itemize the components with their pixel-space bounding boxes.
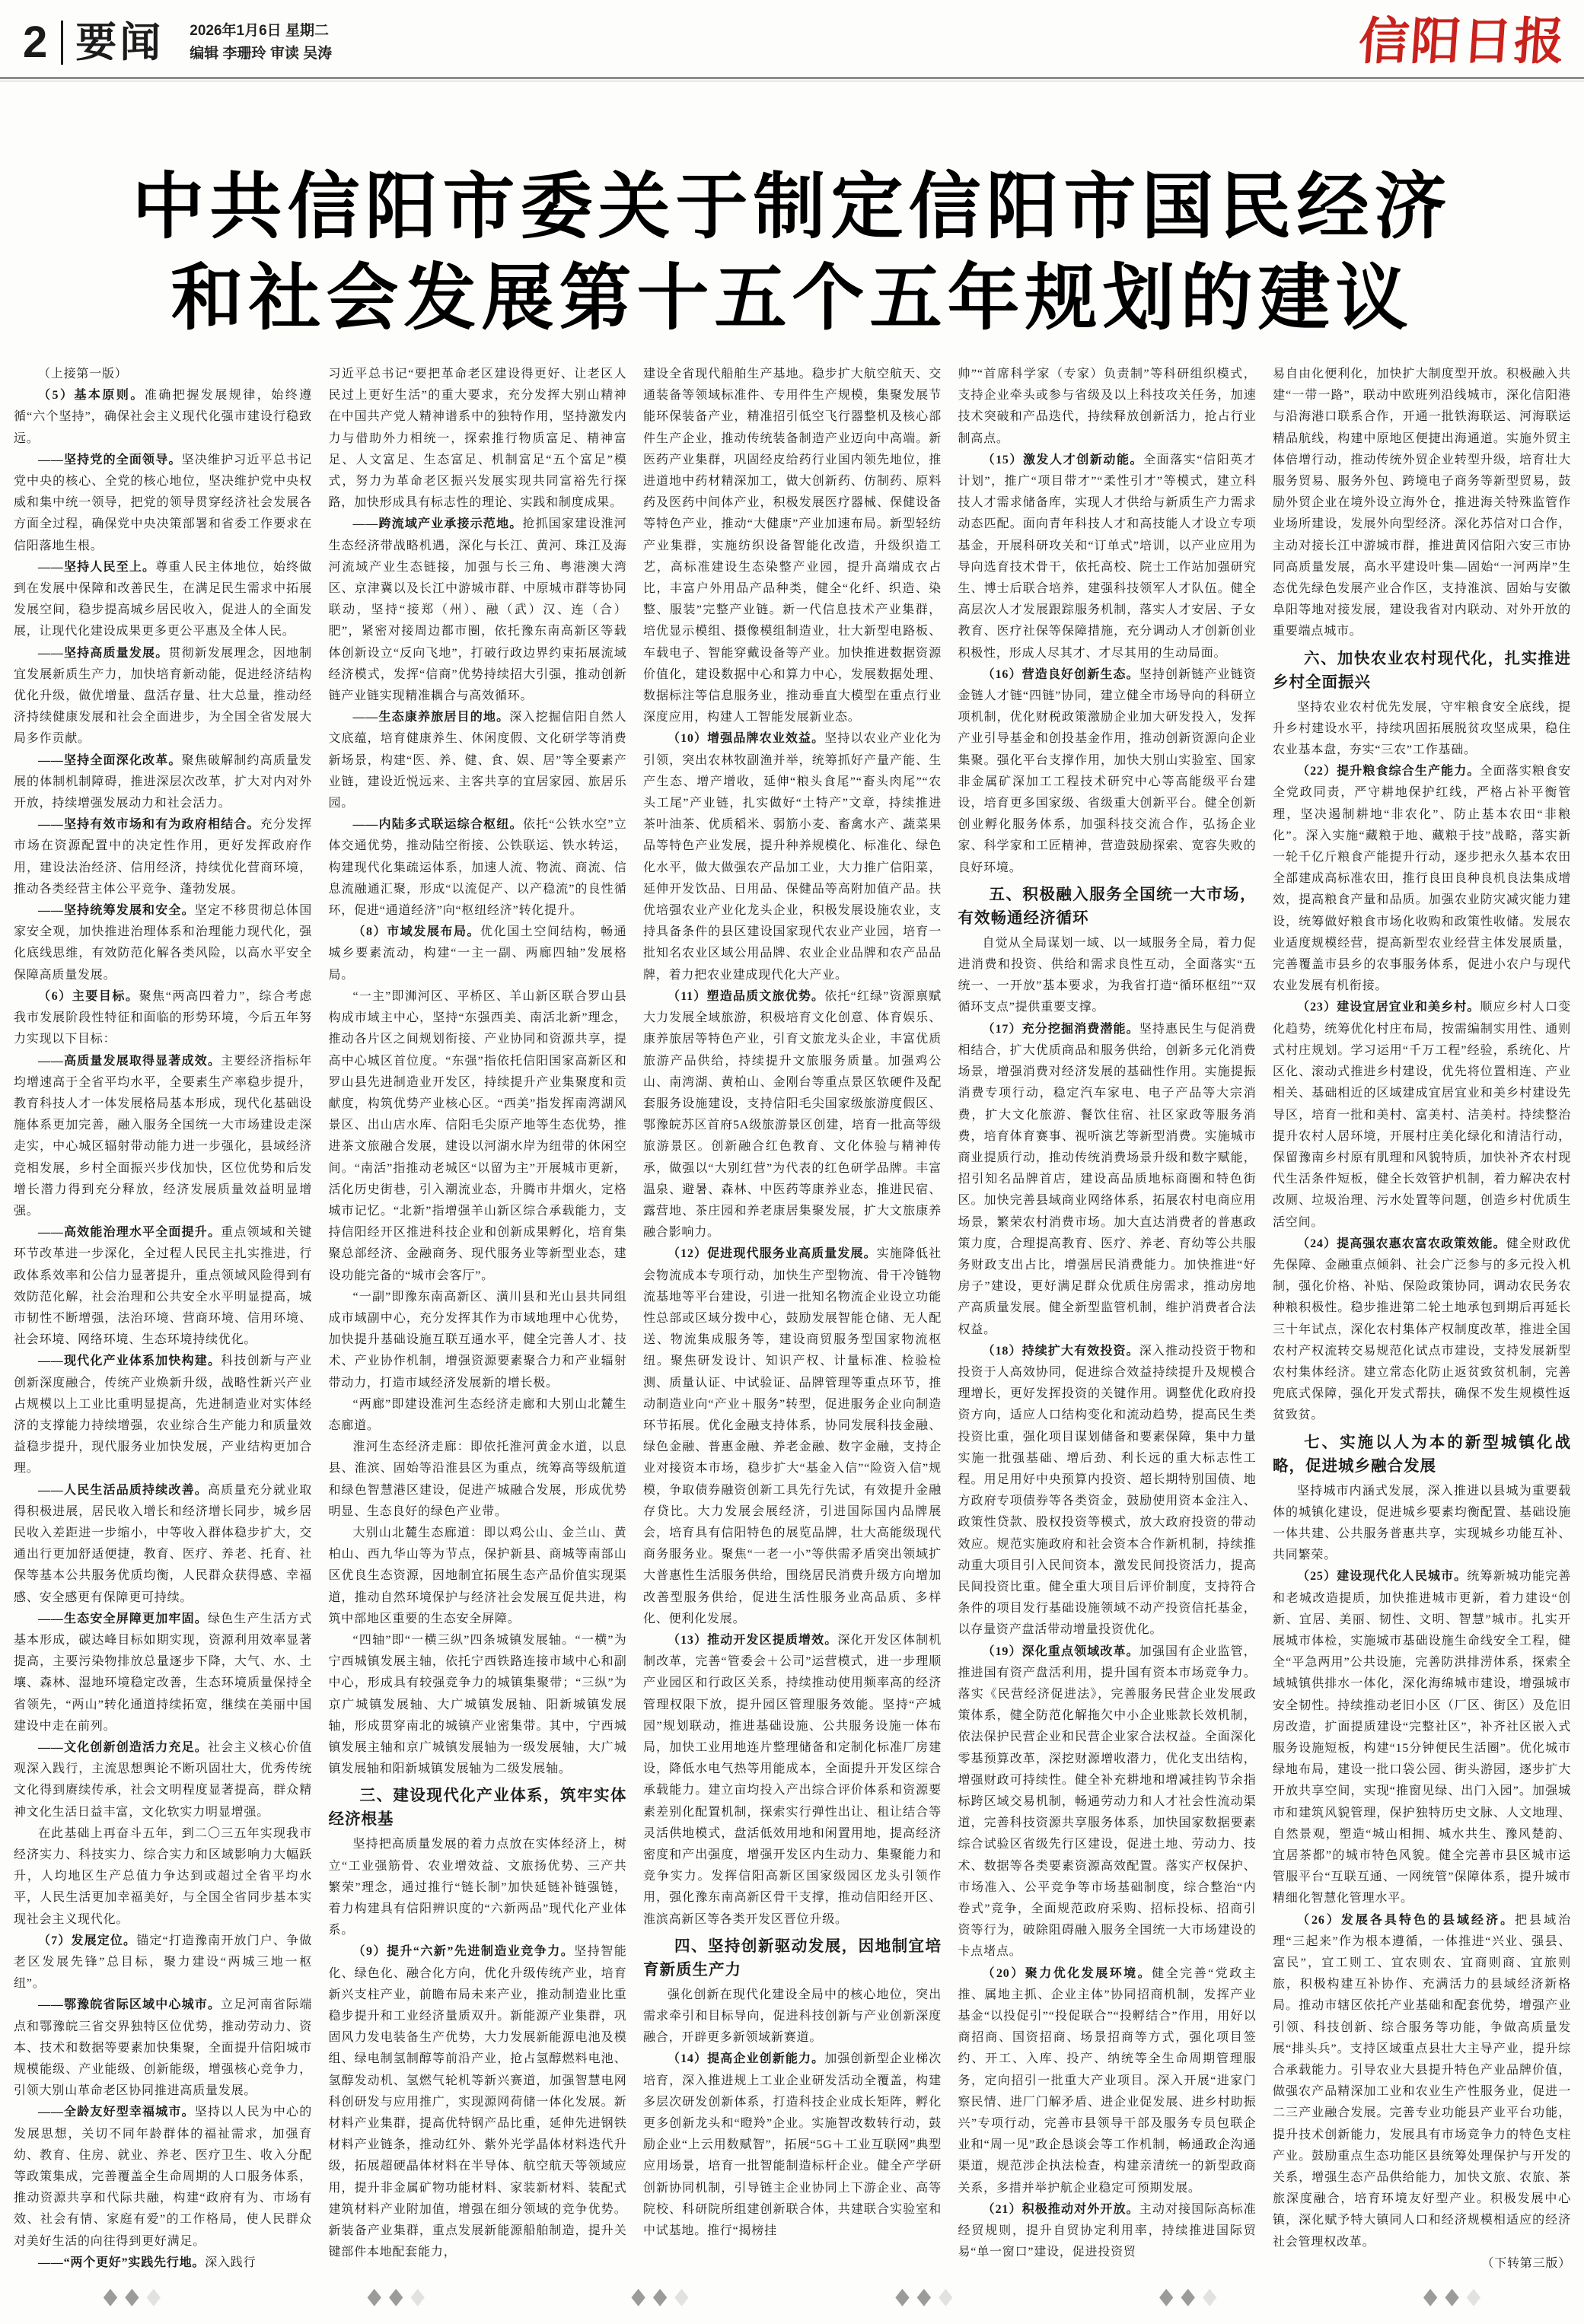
footer-ornament-row xyxy=(0,2279,1584,2314)
body-paragraph: （6）主要目标。聚焦“两高四着力”，综合考虑我市发展阶段性特征和面临的形势环境，今后五年努力实现以下目标： xyxy=(14,989,312,1046)
body-paragraph: 淮河生态经济走廊：即依托淮河黄金水道，以息县、淮滨、固始等沿淮县区为重点，统筹高等级航道和绿色智慧港区建设，促进产城融合发展，形成优势明显、生态良好的绿色产业带。 xyxy=(328,1441,627,1518)
body-paragraph: ——内陆多式联运综合枢纽。依托“公铁水空”立体交通优势，推动陆空衔接、公铁联运、铁水转运，构建现代化集疏运体系，加速人流、物流、商流、信息流融通汇聚，形成“以流促产、以产稳流”的良性循环，促进“通道经济”向“枢纽经济”转化提升。 xyxy=(328,818,627,918)
newspaper-masthead: 信阳日报 xyxy=(1356,14,1568,70)
section-title: 要闻 xyxy=(75,20,164,65)
paragraph-lead: ——跨流域产业承接示范地。 xyxy=(352,517,523,531)
paragraph-lead: ——文化创新创造活力充足。 xyxy=(38,1741,208,1754)
body-paragraph: （26）发展各具特色的县域经济。把县域治理“三起来”作为根本遵循，一体推进“兴业、强县、富民”，宜工则工、宜农则农、宜商则商、宜旅则旅，积极构建互补协作、充满活力的县域经济新格局。推动市辖区依托产业基础和配套优势，增强产业引领、科技创新、综合服务等功能，争做高质量发展“排头兵”。支持区域重点县壮大主导产业，提升综合承载能力。引导农业大县提升特色产业品牌价值，做强农产品精深加工业和农业生产性服务业，促进一二三产业融合发展。完善专业功能县产业平台功能，提升技术创新能力，发展具有市场竞争力的特色支柱产业。鼓励重点生态功能区县统筹处理保护与开发的关系，增强生态产品供给能力，加快文旅、农旅、茶旅深度融合，培育环境友好型产业。积极发展中心镇，深化赋予特大镇同人口和经济规模相适应的经济社会管理权改革。 xyxy=(1273,1913,1571,2249)
diamond-icon: ◆ xyxy=(631,2284,645,2310)
paragraph-lead: ——坚持党的全面领导。 xyxy=(38,453,182,466)
header-divider xyxy=(61,21,63,65)
text-column-4 xyxy=(958,364,1257,2275)
diamond-icon: ◆ xyxy=(410,2284,425,2310)
body-paragraph: 坚持把高质量发展的着力点放在实体经济上，树立“工业强筋骨、农业增效益、文旅扬优势、三产共繁荣”理念，通过推行“链长制”加快延链补链强链，着力构建具有信阳辨识度的“六新两品”现代化产业体系。 xyxy=(328,1838,627,1937)
body-paragraph: ——坚持全面深化改革。聚焦破解制约高质量发展的体制机制障碍，推进深层次改革，扩大对内对外开放，持续增强发展动力和社会活力。 xyxy=(14,753,312,810)
body-paragraph: （20）聚力优化发展环境。健全完善“党政主推、属地主抓、企业主体”协同招商机制，发挥产业基金“以投促引”“投促联合”“投孵结合”作用，用好以商招商、国资招商、场景招商等方式，强化项目签约、开工、入库、投产、纳统等全生命周期管理服务，定向招引一批重大产业项目。深入开展“进家门察民情、进厂门解矛盾、进企业促发展、进乡村助振兴”专项行动，完善市县领导干部及服务专员包联企业和“周一见”政企恳谈会等工作机制，畅通政企沟通渠道，规范涉企执法检查，构建亲清统一的新型政商关系，多措并举护航企业稳定可预期发展。 xyxy=(958,1966,1257,2195)
paragraph-lead: ——现代化产业体系加快构建。 xyxy=(38,1355,222,1368)
diamond-icon: ◆ xyxy=(1445,2284,1459,2310)
headline-line-1: 中共信阳市委关于制定信阳市国民经济 xyxy=(132,167,1452,247)
diamond-icon: ◆ xyxy=(939,2284,953,2310)
body-paragraph: （22）提升粮食综合生产能力。全面落实粮食安全党政同责，严守耕地保护红线，严格占补平衡管理，坚决遏制耕地“非农化”、防止基本农田“非粮化”。深入实施“藏粮于地、藏粮于技”战略，落实新一轮千亿斤粮食产能提升行动，逐步把永久基本农田全部建成高标准农田，推行良田良种良机良法集成增效，提高粮食产量和品质。加强农业防灾减灾能力建设，统筹做好粮食市场化收购和政策性收储。发展农业适度规模经营，提高新型农业经营主体发展质量，完善覆盖市县乡的农事服务体系，促进小农户与现代农业发展有机衔接。 xyxy=(1273,765,1571,993)
body-paragraph: 易自由化便利化，加快扩大制度型开放。积极融入共建“一带一路”，联动中欧班列沿线城市，深化信阳港与沿海港口联系合作，开通一批铁海联运、河海联运精品航线，构建中原地区便捷出海通道。实施外贸主体倍增行动，推动传统外贸企业转型升级，培育壮大服务贸易、服务外包、跨境电子商务等新型贸易，鼓励外贸企业在境外设立海外仓，推进海关特殊监管作业场所建设，发展外向型经济。深化苏信对口合作，主动对接长江中游城市群，推进黄冈信阳六安三市协同高质量发展，高水平建设叶集—固始“一河两岸”生态优先绿色发展产业合作区，支持淮滨、固始与安徽阜阳等地对接发展，建设我省对内联动、对外开放的重要端点城市。 xyxy=(1273,368,1571,638)
paragraph-lead: （9）提升“六新”先进制造业竞争力。 xyxy=(352,1945,575,1959)
body-paragraph: （9）提升“六新”先进制造业竞争力。坚持智能化、绿色化、融合化方向，优化升级传统产业，培育新兴支柱产业，前瞻布局未来产业，推动制造业比重稳步提升和工业经济量质双升。新能源产业集群，巩固风力发电装备生产优势，大力发展新能源电池及模组、绿电制氢制醇等前沿产业，抢占氢醇燃料电池、氢醇发动机、氢燃气轮机等新兴赛道，加强智慧电网科创研发与应用推广，实现源网荷储一体化发展。新材料产业集群，提高优特钢产品比重，延伸先进钢铁材料产业链条，推动红外、紫外光学晶体材料迭代升级，拓展超硬晶体材料在半导体、航空航天等领域应用，提升非金属矿物功能材料、家装新材料、装配式建筑材料产业附加值，增强在细分领域的竞争优势。新装备产业集群，重点发展新能源船舶制造，提升关键部件本地配套能力， xyxy=(328,1945,627,2259)
body-paragraph: ——人民生活品质持续改善。高质量充分就业取得积极进展，居民收入增长和经济增长同步，城乡居民收入差距进一步缩小，中等收入群体稳步扩大，交通出行更加舒适便捷，教育、医疗、养老、托育、社保等基本公共服务优质均衡，人民群众获得感、幸福感、安全感更有保障更可持续。 xyxy=(14,1483,312,1604)
body-paragraph: ——坚持党的全面领导。坚决维护习近平总书记党中央的核心、全党的核心地位，坚决维护党中央权威和集中统一领导，把党的领导贯穿经济社会发展各方面全过程，确保党中央决策部署和省委工作要求在信阳落地生根。 xyxy=(14,453,312,552)
diamond-icon: ◆ xyxy=(916,2284,932,2310)
paragraph-lead: （25）建设现代化人民城市。 xyxy=(1297,1570,1468,1584)
body-paragraph: ——生态安全屏障更加牢固。绿色生产生活方式基本形成，碳达峰目标如期实现，资源利用效率显著提高，主要污染物排放总量逐步下降，大气、水、土壤、森林、湿地环境稳定改善，生态环境质量保持全省领先，“两山”转化通道持续拓宽，继续在美丽中国建设中走在前列。 xyxy=(14,1612,312,1733)
editor-credits: 编辑 李珊玲 审读 吴涛 xyxy=(190,46,333,62)
continuation-note: （下转第三版） xyxy=(1481,2256,1571,2270)
body-paragraph: （25）建设现代化人民城市。统筹新城功能完善和老城改造提质，加快推进城市更新，着力建设“创新、宜居、美丽、韧性、文明、智慧”城市。扎实开展城市体检，实施城市基础设施生命线安全工程，健全“平急两用”公共设施，完善防洪排涝体系，探索全域城镇供排水一体化，深化海绵城市建设，增强城市安全韧性。持续推动老旧小区（厂区、街区）及危旧房改造，扩面提质建设“完整社区”，补齐社区嵌入式服务设施短板，构建“15分钟便民生活圈”。优化城市绿地布局，建设一批口袋公园、街头游园，逐步扩大开放共享空间，实现“推窗见绿、出门入园”。加强城市和建筑风貌管理，保护独特历史文脉、人文地理、自然景观，塑造“城山相拥、城水共生、豫风楚韵、宜居茶都”的城市特色风貌。健全完善市县区城市运管服平台“互联互通、一网统管”保障体系，提升城市精细化智慧化管理水平。 xyxy=(1273,1570,1571,1905)
paragraph-lead: ——生态康养旅居目的地。 xyxy=(352,711,510,724)
text-column-1 xyxy=(14,364,312,2275)
paragraph-lead: ——坚持全面深化改革。 xyxy=(38,753,182,767)
body-paragraph: 帅”“首席科学家（专家）负责制”等科研组织模式，支持企业牵头或参与省级及以上科技攻关任务，加速技术突破和产品迭代，持续释放创新活力，抢占行业制高点。 xyxy=(958,368,1257,445)
header-rule xyxy=(0,77,1584,79)
diamond-icon: ◆ xyxy=(674,2284,689,2310)
paragraph-lead: （7）发展定位。 xyxy=(38,1934,137,1947)
body-paragraph: “四轴”即“一横三纵”四条城镇发展轴。“一横”为宁西城镇发展主轴，依托宁西铁路连接市域中心和副中心，形成具有较强竞争力的城镇集聚带；“三纵”为京广城镇发展轴、大广城镇发展轴、阳新城镇发展轴，形成贯穿南北的城镇产业密集带。其中，宁西城镇发展主轴和京广城镇发展轴为一级发展轴，大广城镇发展轴和阳新城镇发展轴为二级发展轴。 xyxy=(328,1633,627,1776)
body-paragraph: （16）营造良好创新生态。坚持创新链产业链资金链人才链“四链”协同，建立健全市场导向的科研立项机制，优化财税政策激励企业加大研发投入，发挥产业引导基金和创投基金作用，推动创新资源向企业集聚。强化平台支撑作用，加快大别山实验室、国家非金属矿深加工工程技术研究中心等高能级平台建设，培育更多国家级、省级重大创新平台。健全创新创业孵化服务体系，加强科技交流合作，弘扬企业家、科学家和工匠精神，营造鼓励探索、宽容失败的良好环境。 xyxy=(958,667,1257,874)
body-paragraph: ——坚持人民至上。尊重人民主体地位，始终做到在发展中保障和改善民生，在满足民生需求中拓展发展空间，稳步提高城乡居民收入，促进人的全面发展，让现代化建设成果更多更公平惠及全体人民。 xyxy=(14,560,312,638)
body-paragraph: （23）建设宜居宜业和美乡村。顺应乡村人口变化趋势，统筹优化村庄布局，按需编制实用性、通则式村庄规划。学习运用“千万工程”经验，系统化、片区化、滚动式推进乡村建设，优先将位置相连、产业相关、基础相近的区域建成宜居宜业和美乡村建设先导区，培育一批和美村、富美村、洁美村。持续整治提升农村人居环境，开展村庄美化绿化和清洁行动，保留豫南乡村原有肌理和风貌特质，加快补齐农村现代生活条件短板，健全长效管护机制，着力解决农村改厕、垃圾治理、污水处置等问题，创造乡村优质生活空间。 xyxy=(1273,1001,1571,1229)
body-paragraph: ——全龄友好型幸福城市。坚持以人民为中心的发展思想，关切不同年龄群体的福祉需求，加强育幼、教育、住房、就业、养老、医疗卫生、收入分配等政策集成，完善覆盖全生命周期的人口服务体系，推动资源共享和代际共融，构建“政府有为、市场有效、社会有情、家庭有爱”的工作格局，使人民群众对美好生活的向往得到更好满足。 xyxy=(14,2106,312,2248)
paragraph-lead: ——高质量发展取得显著成效。 xyxy=(38,1054,222,1068)
paragraph-lead: （10）增强品牌农业效益。 xyxy=(668,732,825,746)
paragraph-lead: （15）激发人才创新动能。 xyxy=(982,453,1144,466)
body-paragraph: （15）激发人才创新动能。全面落实“信阳英才计划”，推广“项目带才”“柔性引才”等模式，建立科技人才需求储备库，实现人才供给与新质生产力需求动态匹配。面向青年科技人才和高技能人才设立专项基金，开展科研攻关和“订单式”培训，以产业应用为导向选育技术骨干，依托高校、院士工作站加强研究生、博士后联合培养，建强科技领军人才队伍。健全高层次人才发展跟踪服务机制，落实人才安居、子女教育、医疗社保等保障措施，充分调动人才创新创业积极性，形成人尽其才、才尽其用的生动局面。 xyxy=(958,453,1257,660)
body-paragraph: ——坚持统筹发展和安全。坚定不移贯彻总体国家安全观，加快推进治理体系和治理能力现代化，强化底线思维，有效防范化解各类风险，以高水平安全保障高质量发展。 xyxy=(14,904,312,982)
paragraph-lead: （21）积极推动对外开放。 xyxy=(982,2202,1139,2216)
diamond-icon: ◆ xyxy=(1181,2284,1195,2310)
paragraph-lead: ——鄂豫皖省际区域中心城市。 xyxy=(38,1998,222,2012)
paragraph-lead: （16）营造良好创新生态。 xyxy=(982,667,1139,681)
body-paragraph: （13）推动开发区提质增效。深化开发区体制机制改革，完善“管委会＋公司”运营模式，进一步理顺产业园区和行政区关系，持续推动使用频率高的经济管理权限下放，提升园区管理服务效能。坚持“产城园”规划联动，推进基础设施、公共服务设施一体布局，加快工业用地连片整理储备和定制化标准厂房建设，降低水电气热等用能成本，全面提升开发区综合承载能力。建立亩均投入产出综合评价体系和资源要素差别化配置机制，探索实行弹性出让、租让结合等灵活供地模式，盘活低效用地和闲置用地，提高经济密度和产出强度，增强开发区内生动力、集聚能力和竞争实力。发挥信阳高新区国家级园区龙头引领作用，强化豫东南高新区骨干支撑，推动信阳经开区、淮滨高新区等各类开发区晋位升级。 xyxy=(643,1633,942,1926)
body-paragraph: （7）发展定位。锚定“打造豫南开放门户、争做老区发展先锋”总目标，聚力建设“两城三地一枢纽”。 xyxy=(14,1934,312,1991)
body-paragraph: 在此基础上再奋斗五年，到二〇三五年实现我市经济实力、科技实力、综合实力和区域影响力大幅跃升，人均地区生产总值力争达到或超过全省平均水平，人民生活更加幸福美好，与全国全省同步基本实现社会主义现代化。 xyxy=(14,1826,312,1926)
issue-date: 2026年1月6日 星期二 xyxy=(190,23,329,39)
body-paragraph: ——“两个更好”实践先行地。深入践行 xyxy=(38,2256,257,2269)
body-paragraph: 坚持城市内涵式发展，深入推进以县城为重要载体的城镇化建设，促进城乡要素均衡配置、基础设施一体共建、公共服务普惠共享，实现城乡功能互补、共同繁荣。 xyxy=(1273,1484,1571,1562)
body-paragraph: 强化创新在现代化建设全局中的核心地位，突出需求牵引和目标导向，促进科技创新与产业创新深度融合，开辟更多新领域新赛道。 xyxy=(643,1988,942,2045)
diamond-icon: ◆ xyxy=(103,2284,118,2310)
paragraph-lead: （5）基本原则。 xyxy=(38,389,145,403)
body-paragraph: ——高效能治理水平全面提升。重点领域和关键环节改革进一步深化，全过程人民民主扎实推进，行政体系效率和公信力显著提升，重点领域风险得到有效防范化解，社会治理和公共安全水平明显提高，城市韧性不断增强，法治环境、营商环境、信用环境、社会环境、网络环境、生态环境持续优化。 xyxy=(14,1226,312,1347)
paragraph-lead: ——内陆多式联运综合枢纽。 xyxy=(352,818,523,832)
paragraph-lead: （18）持续扩大有效投资。 xyxy=(982,1344,1139,1358)
page-header xyxy=(0,14,1584,76)
paragraph-lead: ——坚持有效市场和有为政府相结合。 xyxy=(38,818,260,832)
body-paragraph: ——现代化产业体系加快构建。科技创新与产业创新深度融合，传统产业焕新升级，战略性新兴产业占规模以上工业比重明显提高，先进制造业对实体经济的支撑能力持续增强，农业综合生产能力和质量效益稳步提升，现代服务业加快发展，产业结构更加合理。 xyxy=(14,1355,312,1476)
body-paragraph: “两廊”即建设淮河生态经济走廊和大别山北麓生态廊道。 xyxy=(328,1397,627,1432)
body-paragraph: （14）提高企业创新能力。加强创新型企业梯次培育，深入推进规上工业企业研发活动全覆盖，构建多层次研发创新体系，打造科技企业成长矩阵，孵化更多创新龙头和“瞪羚”企业。实施智改数转行动，鼓励企业“上云用数赋智”，拓展“5G＋工业互联网”典型应用场景，培育一批智能制造标杆企业。健全产学研创新协同机制，引导链主企业协同上下游企业、高等院校、科研院所组建创新联合体，共建联合实验室和中试基地。推行“揭榜挂 xyxy=(643,2052,942,2238)
body-paragraph: 自觉从全局谋划一域、以一域服务全局，着力促进消费和投资、供给和需求良性互动，全面落实“五统一、一开放”基本要求，为我省打造“循环枢纽”“双循环支点”提供重要支撑。 xyxy=(958,936,1257,1014)
paragraph-lead: ——生态安全屏障更加牢固。 xyxy=(38,1612,208,1625)
diamond-icon: ◆ xyxy=(1202,2284,1217,2310)
body-paragraph: ——文化创新创造活力充足。社会主义核心价值观深入践行，主流思想舆论不断巩固壮大，优秀传统文化得到赓续传承，社会文明程度显著提高，群众精神文化生活日益丰富，文化软实力明显增强。 xyxy=(14,1741,312,1819)
body-paragraph: ——跨流域产业承接示范地。抢抓国家建设淮河生态经济带战略机遇，深化与长江、黄河、珠江及海河流域产业生态链接，加强与长三角、粤港澳大湾区、京津冀以及长江中游城市群、中原城市群等协同联动，坚持“接郑（州）、融（武）汉、连（合）肥”，紧密对接周边都市圈，依托豫东南高新区等载体创新设立“反向飞地”，打破行政边界约束拓展流域经济模式，发挥“信商”优势持续招大引强，推动创新链产业链实现精准耦合与高效循环。 xyxy=(328,517,627,703)
body-paragraph: （8）市域发展布局。优化国土空间结构，畅通城乡要素流动，构建“一主一副、两廊四轴”发展格局。 xyxy=(328,925,627,982)
section-heading: 七、实施以人为本的新型城镇化战略，促进城乡融合发展 xyxy=(1273,1433,1571,1475)
main-headline xyxy=(0,161,1584,344)
body-paragraph: 大别山北麓生态廊道：即以鸡公山、金兰山、黄柏山、西九华山等为节点，保护新县、商城等南部山区优良生态资源，因地制宜拓展生态产品价值实现渠道，推动自然环境保护与经济社会发展互促共进，构筑中部地区重要的生态安全屏障。 xyxy=(328,1526,627,1625)
text-column-2 xyxy=(329,364,627,2275)
article-body xyxy=(14,364,1571,2275)
body-paragraph: ——坚持有效市场和有为政府相结合。充分发挥市场在资源配置中的决定性作用，更好发挥政府作用，建设法治经济、信用经济，持续优化营商环境，推动各类经营主体公平竞争、蓬勃发展。 xyxy=(14,818,312,896)
paragraph-lead: （22）提升粮食综合生产能力。 xyxy=(1297,765,1480,778)
body-paragraph: ——坚持高质量发展。贯彻新发展理念，因地制宜发展新质生产力，加快培育新动能，促进经济结构优化升级，做优增量、盘活存量、壮大总量，推动经济持续健康发展和社会全面进步，为全国全省发展大局多作贡献。 xyxy=(14,646,312,746)
paragraph-lead: ——坚持高质量发展。 xyxy=(38,646,169,660)
paragraph-lead: （12）促进现代服务业高质量发展。 xyxy=(668,1247,877,1261)
body-paragraph: （12）促进现代服务业高质量发展。实施降低社会物流成本专项行动，加快生产型物流、骨干冷链物流基地等平台建设，引进一批知名物流企业设立功能性总部或区域分拨中心，鼓励发展智能仓储、无人配送、物流集成服务等，建设商贸服务型国家物流枢纽。聚焦研发设计、知识产权、计量标准、检验检测、质量认证、中试验证、品牌管理等重点环节，推动制造业向“产业＋服务”转型，促进服务企业向制造环节拓展。优化金融支持体系，协同发展科技金融、绿色金融、普惠金融、养老金融、数字金融，支持企业对接资本市场，稳步扩大“基金入信”“险资入信”规模，争取债券融资创新工具先行先试，有效提升金融存贷比。大力发展会展经济，引进国际国内品牌展会，培育具有信阳特色的展览品牌，壮大高能级现代商务服务业。聚焦“一老一小”等供需矛盾突出领域扩大普惠性生活服务供给，围绕居民消费升级方向增加改善型服务供给，促进生活性服务业高品质、多样化、便利化发展。 xyxy=(643,1247,942,1625)
diamond-icon: ◆ xyxy=(1423,2284,1438,2310)
body-paragraph: 坚持农业农村优先发展，守牢粮食安全底线，提升乡村建设水平，持续巩固拓展脱贫攻坚成果，稳住农业基本盘，夯实“三农”工作基础。 xyxy=(1273,700,1571,757)
body-paragraph: 习近平总书记“要把革命老区建设得更好、让老区人民过上更好生活”的重大要求，充分发挥大别山精神在中国共产党人精神谱系中的独特作用，坚持激发内力与借助外力相统一，探索推行物质富足、精神富足、人文富足、生态富足、机制富足“五个富足”模式，努力为革命老区振兴发展实现共同富裕先行探路，加快形成具有标志性的理论、实践和制度成果。 xyxy=(328,368,627,510)
diamond-icon: ◆ xyxy=(895,2284,910,2310)
paragraph-lead: （14）提高企业创新能力。 xyxy=(668,2052,825,2066)
body-paragraph: （5）基本原则。准确把握发展规律，始终遵循“六个坚持”，确保社会主义现代化强市建设行稳致远。 xyxy=(14,389,312,445)
body-paragraph: （上接第一版） xyxy=(38,368,128,380)
body-paragraph: （18）持续扩大有效投资。深入推动投资于物和投资于人高效协同，促进综合效益持续提升及规模合理增长，更好发挥投资的关键作用。调整优化政府投资方向，适应人口结构变化和流动趋势，提高民生类投资比重，强化项目谋划储备和要素保障，集中力量实施一批强基础、增后劲、利长远的重大标志性工程。用足用好中央预算内投资、超长期特别国债、地方政府专项债券等各类资金，鼓励使用资本金注入、政策性贷款、股权投资等模式，放大政府投资的带动效应。规范实施政府和社会资本合作新机制，持续推动重大项目引入民间资本，激发民间投资活力，提高民间投资比重。健全重大项目后评价制度，支持符合条件的项目发行基础设施领域不动产投资信托基金，以存量资产盘活带动增量投资优化。 xyxy=(958,1344,1257,1637)
diamond-icon: ◆ xyxy=(1159,2284,1174,2310)
page-number: 2 xyxy=(23,18,48,67)
paragraph-lead: （19）深化重点领域改革。 xyxy=(982,1644,1139,1658)
body-paragraph: （19）深化重点领域改革。加强国有企业监管，推进国有资产盘活利用，提升国有资本市场竞争力。落实《民营经济促进法》，完善服务民营企业发展政策体系，健全防范化解拖欠中小企业账款长效机制，依法保护民营企业和民营企业家合法权益。全面深化零基预算改革，深挖财源增收潜力，优化支出结构，增强财政可持续性。健全补充耕地和增减挂钩节余指标跨区域交易机制，畅通劳动力和人才社会性流动渠道，完善科技资源共享服务体系，加快国家数据要素综合试验区省级先行区建设，促进土地、劳动力、技术、数据等各类要素资源高效配置。落实产权保护、市场准入、公平竞争等市场基础制度，综合整治“内卷式”竞争，全面规范政府采购、招标投标、招商引资等行为，破除阻碍融入服务全国统一大市场建设的卡点堵点。 xyxy=(958,1644,1257,1959)
paragraph-lead: （17）充分挖掘消费潜能。 xyxy=(982,1022,1139,1036)
body-paragraph: “一副”即豫东南高新区、潢川县和光山县共同组成市域副中心，充分发挥其作为市域地理中心优势，加快提升基础设施互联互通水平，健全完善人才、技术、产业协作机制，增强资源要素聚合力和产业辐射带动力，打造市域经济发展新的增长极。 xyxy=(328,1290,627,1390)
diamond-ornament-group xyxy=(1423,2284,1481,2310)
body-paragraph: ——生态康养旅居目的地。深入挖掘信阳自然人文底蕴，培育健康养生、休闲度假、文化研学等消费新场景，构建“医、养、健、食、娱、居”等全要素产业链，建设近悦远来、主客共享的宜居家园、旅居乐园。 xyxy=(328,711,627,810)
body-paragraph: （24）提高强农惠农富农政策效能。健全财政优先保障、金融重点倾斜、社会广泛参与的多元投入机制，强化价格、补贴、保险政策协同，调动农民务农种粮积极性。稳步推进第二轮土地承包到期后再延长三十年试点，深化农村集体产权制度改革，推进全国农村产权流转交易规范化试点市建设，支持发展新型农村集体经济。建立常态化防止返贫致贫机制，完善兜底式保障，强化开发式帮扶，确保不发生规模性返贫致贫。 xyxy=(1273,1237,1571,1422)
paragraph-lead: （23）建设宜居宜业和美乡村。 xyxy=(1297,1001,1480,1014)
section-heading: 三、建设现代化产业体系，筑牢实体经济根基 xyxy=(328,1787,627,1829)
section-heading: 六、加快农业农村现代化，扎实推进乡村全面振兴 xyxy=(1273,649,1571,691)
paragraph-lead: ——“两个更好”实践先行地。 xyxy=(38,2256,206,2269)
body-paragraph: （17）充分挖掘消费潜能。坚持惠民生与促消费相结合，扩大优质商品和服务供给，创新多元化消费场景，增强消费对经济发展的基础性作用。实施提振消费专项行动，稳定汽车家电、电子产品等大宗消费，扩大文化旅游、餐饮住宿、社区家政等服务消费，培育体育赛事、视听演艺等新型消费。实施城市商业提质行动，推动传统消费场景升级和数字赋能，招引知名品牌首店，建设高品质地标商圈和特色街区。加快完善县域商业网络体系，拓展农村电商应用场景，繁荣农村消费市场。加大直达消费者的普惠政策力度，合理提高教育、医疗、养老、育幼等公共服务财政支出占比，增强居民消费能力。加快推进“好房子”建设，更好满足群众优质住房需求，推动房地产高质量发展。健全新型监管机制，维护消费者合法权益。 xyxy=(958,1022,1257,1336)
diamond-icon: ◆ xyxy=(146,2284,161,2310)
paragraph-lead: （20）聚力优化发展环境。 xyxy=(982,1966,1152,1980)
section-heading: 五、积极融入服务全国统一大市场，有效畅通经济循环 xyxy=(958,885,1257,927)
header-meta xyxy=(190,20,332,65)
paragraph-lead: ——高效能治理水平全面提升。 xyxy=(38,1226,222,1240)
diamond-icon: ◆ xyxy=(1466,2284,1481,2310)
paragraph-lead: （24）提高强农惠农富农政策效能。 xyxy=(1297,1237,1506,1250)
paragraph-lead: （13）推动开发区提质增效。 xyxy=(668,1633,838,1647)
body-paragraph: （10）增强品牌农业效益。坚持以农业产业化为引领，突出农林牧副渔并举，统筹抓好产量产能、生产生态、增产增收，延伸“粮头食尾”“畜头肉尾”“农头工尾”产业链，扎实做好“土特产”文章，持续推进茶叶油茶、优质稻米、弱筋小麦、畜禽水产、蔬菜果品等特色产业发展，提升种养规模化、标准化、绿色化水平，做大做强农产品加工业，大力推广信阳菜，延伸开发饮品、日用品、保健品等高附加值产品。扶优培强农业产业化龙头企业，积极发展设施农业，支持具备条件的县区建设国家现代农业产业园，培育一批知名农业区域公用品牌、农业企业品牌和农产品品牌，着力把农业建成现代化大产业。 xyxy=(643,732,942,982)
paragraph-lead: ——人民生活品质持续改善。 xyxy=(38,1483,208,1497)
body-paragraph: （11）塑造品质文旅优势。依托“红绿”资源禀赋大力发展全域旅游，积极培育文化创意、体育娱乐、康养旅居等特色产业，引育文旅龙头企业，丰富优质旅游产品供给，持续提升文旅服务质量。加强鸡公山、南湾湖、黄柏山、金刚台等重点景区软硬件及配套服务设施建设，支持信阳毛尖国家级旅游度假区、鄂豫皖苏区首府5A级旅游景区创建，培育一批高等级旅游景区。创新融合红色教育、文化体验与精神传承，做强以“大别红营”为代表的红色研学品牌。丰富温泉、避暑、森林、中医药等康养业态，推进民宿、露营地、茶庄园和养老康居集聚发展，扩大文旅康养融合影响力。 xyxy=(643,989,942,1240)
section-heading: 四、坚持创新驱动发展，因地制宜培育新质生产力 xyxy=(643,1937,942,1979)
headline-line-2: 和社会发展第十五个五年规划的建议 xyxy=(171,258,1413,339)
paragraph-lead: （26）发展各具特色的县域经济。 xyxy=(1297,1913,1515,1927)
diamond-ornament-group xyxy=(103,2284,161,2310)
text-column-3 xyxy=(643,364,942,2275)
diamond-ornament-group xyxy=(367,2284,425,2310)
diamond-ornament-group xyxy=(1159,2284,1217,2310)
paragraph-lead: ——坚持人民至上。 xyxy=(38,560,156,574)
body-paragraph: “一主”即浉河区、平桥区、羊山新区联合罗山县构成市域主中心，坚持“东强西美、南活北新”理念，推动各片区之间规划衔接、产业协同和资源共享，提高中心城区首位度。“东强”指依托信阳国家高新区和罗山县先进制造业开发区，持续提升产业集聚度和贡献度，构筑优势产业核心区。“西美”指发挥南湾湖风景区、出山店水库、信阳毛尖原产地等生态优势，推进茶文旅融合发展，建设以河湖水岸为纽带的休闲空间。“南活”指推动老城区“以留为主”开展城市更新，活化历史街巷，引入潮流业态，升腾市井烟火，定格城市记忆。“北新”指增强羊山新区综合承载能力，支持信阳经开区推进科技企业和创新成果孵化，培育集聚总部经济、金融商务、现代服务业等新型业态，建设功能完备的“城市会客厅”。 xyxy=(328,989,627,1282)
diamond-ornament-group xyxy=(631,2284,689,2310)
diamond-icon: ◆ xyxy=(389,2284,403,2310)
paragraph-lead: ——坚持统筹发展和安全。 xyxy=(38,904,195,918)
paragraph-lead: （11）塑造品质文旅优势。 xyxy=(668,989,825,1003)
body-paragraph: ——鄂豫皖省际区域中心城市。立足河南省际端点和鄂豫皖三省交界独特区位优势，推动劳动力、资本、技术和数据等要素加快集聚，全面提升信阳城市规模能级、产业能级、创新能级，增强核心竞争力，引领大别山革命老区协同推进高质量发展。 xyxy=(14,1998,312,2098)
body-paragraph: 建设全省现代船舶生产基地。稳步扩大航空航天、交通装备等领域标准件、专用件生产规模，集聚发展节能环保装备产业，精准招引低空飞行器整机及核心部件生产企业，推动传统装备制造产业迈向中高端。新医药产业集群，巩固经皮给药行业国内领先地位，推进道地中药材精深加工，做大创新药、仿制药、原料药及医药中间体产业，积极发展医疗器械、保健设备等特色产业，推动“大健康”产业加速布局。新型轻纺产业集群，实施纺织设备智能化改造，升级织造工艺，高标准建设生态染整产业园，提升高端成衣占比，丰富户外用品产品种类，健全“化纤、织造、染整、服装”完整产业链。新一代信息技术产业集群，培优显示模组、摄像模组制造业，壮大新型电路板、车载电子、智能穿戴设备等产业。加快推进数据资源价值化，建设数据中心和算力中心，发展数据处理、数据标注等信息服务业，推动垂直大模型在重点行业深度应用，构建人工智能发展新业态。 xyxy=(643,368,942,724)
body-paragraph: ——高质量发展取得显著成效。主要经济指标年均增速高于全省平均水平，全要素生产率稳步提升，教育科技人才一体发展格局基本形成，现代化基础设施体系更加完善，融入服务全国统一大市场建设走深走实，中心城区辐射带动能力进一步强化，县域经济竞相发展，乡村全面振兴步伐加快，区位优势和后发增长潜力得到充分释放，经济发展质量效益明显增强。 xyxy=(14,1054,312,1218)
diamond-icon: ◆ xyxy=(125,2284,139,2310)
text-column-5 xyxy=(1273,364,1571,2275)
paragraph-lead: ——全龄友好型幸福城市。 xyxy=(38,2106,195,2119)
body-paragraph: （21）积极推动对外开放。主动对接国际高标准经贸规则，提升自贸协定利用率，持续推进国际贸易“单一窗口”建设，促进投资贸 xyxy=(958,2202,1257,2259)
diamond-icon: ◆ xyxy=(367,2284,381,2310)
paragraph-lead: （8）市域发展布局。 xyxy=(352,925,481,939)
diamond-icon: ◆ xyxy=(652,2284,668,2310)
paragraph-lead: （6）主要目标。 xyxy=(38,989,139,1003)
diamond-ornament-group xyxy=(895,2284,953,2310)
